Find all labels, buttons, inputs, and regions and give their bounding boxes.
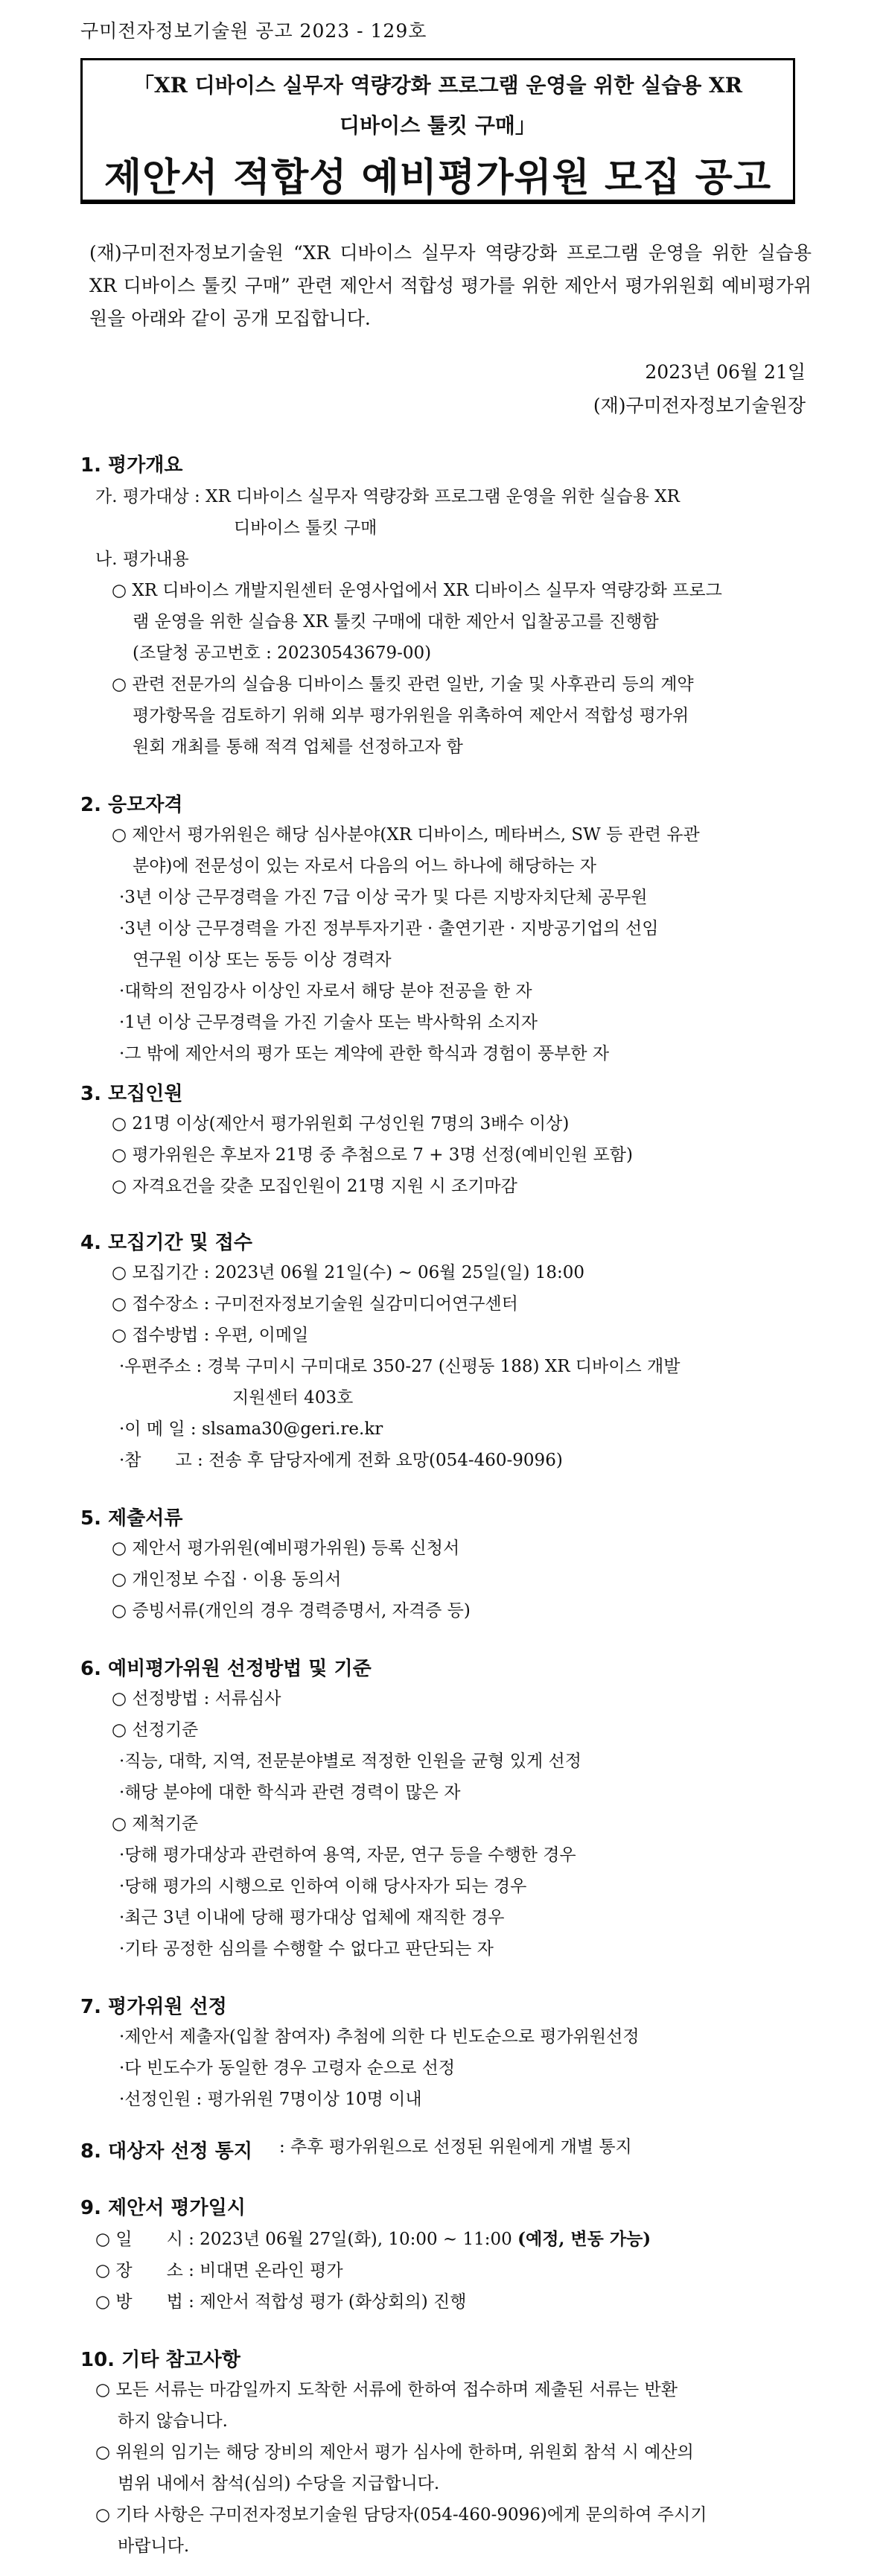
list-item-cont: 분야)에 전문성이 있는 자로서 다음의 어느 하나에 해당하는 자 [133,856,596,876]
list-item: ·최근 3년 이내에 당해 평가대상 업체에 재직한 경우 [119,1908,505,1927]
contact-note: ·참 고 : 전송 후 담당자에게 전화 요망(054-460-9096) [119,1451,563,1470]
list-item-cont: 평가항목을 검토하기 위해 외부 평가위원을 위촉하여 제안서 적합성 평가위 [133,706,689,725]
section-heading: 6. 예비평가위원 선정방법 및 기준 [80,1658,372,1680]
issuing-organization: (재)구미전자정보기술원장 [593,395,806,416]
list-item: ○ 선정방법 : 서류심사 [112,1689,281,1708]
list-item-cont: 하지 않습니다. [118,2411,228,2431]
announcement-date: 2023년 06월 21일 [645,361,806,383]
list-item: ○ 증빙서류(개인의 경우 경력증명서, 자격증 등) [112,1601,471,1621]
eval-target: 가. 평가대상 : XR 디바이스 실무자 역량강화 프로그램 운영을 위한 실습용 XR [95,487,680,506]
list-item: ○ 기타 사항은 구미전자정보기술원 담당자(054-460-9096)에게 문의하여 주시기 [95,2505,707,2525]
list-item-cont: 원회 개최를 통해 적격 업체를 선정하고자 함 [133,737,463,757]
mail-address: ·우편주소 : 경북 구미시 구미대로 350-27 (신평동 188) XR 디바이스 개발 [119,1357,681,1376]
eval-content-label: 나. 평가내용 [95,550,189,569]
list-item: ·3년 이상 근무경력을 가진 7급 이상 국가 및 다른 지방자치단체 공무원 [119,888,648,907]
eval-target-cont: 디바이스 툴킷 구매 [234,518,377,538]
subtitle-line2: 디바이스 툴킷 구매」 [340,113,536,138]
section-heading: 7. 평가위원 선정 [80,1996,227,2018]
mail-address-cont: 지원센터 403호 [232,1388,354,1408]
section-heading: 2. 응모자격 [80,794,183,816]
list-item: ○ 접수장소 : 구미전자정보기술원 실감미디어연구센터 [112,1294,518,1314]
list-item: ·다 빈도수가 동일한 경우 고령자 순으로 선정 [119,2058,456,2078]
section-heading: 1. 평가개요 [80,454,183,477]
list-item [95,2224,651,2255]
list-item-cont: 바랍니다. [118,2537,190,2556]
subtitle-line1: 「XR 디바이스 실무자 역량강화 프로그램 운영을 위한 실습용 XR [133,73,743,98]
notification-text: : 추후 평가위원으로 선정된 위원에게 개별 통지 [279,2137,632,2157]
list-item: ·1년 이상 근무경력을 가진 기술사 또는 박사학위 소지자 [119,1013,538,1032]
list-item: ○ 개인정보 수집 · 이용 동의서 [112,1570,342,1589]
list-item-cont: 범위 내에서 참석(심의) 수당을 지급합니다. [118,2474,440,2493]
list-item: ○ 위원의 임기는 해당 장비의 제안서 평가 심사에 한하며, 위원회 참석 시 예산의 [95,2443,694,2462]
title-box [80,58,795,204]
document-number: 구미전자정보기술원 공고 2023 - 129호 [80,20,427,42]
intro-paragraph: (재)구미전자정보기술원 “XR 디바이스 실무자 역량강화 프로그램 운영을 위한 실습용 XR 디바이스 툴킷 구매” 관련 제안서 적합성 평가를 위한 제안서 평가위원회 예비평가위원을 아래와 같이 공개 모집합니다. [89,242,812,329]
list-item: ○ 제안서 평가위원은 해당 심사분야(XR 디바이스, 메타버스, SW 등 관련 유관 [112,825,700,845]
section-heading: 5. 제출서류 [80,1507,183,1530]
eval-datetime: ○ 일 시 : 2023년 06월 27일(화), 10:00 ~ 11:00 [95,2230,512,2249]
list-item-cont: 램 운영을 위한 실습용 XR 툴킷 구매에 대한 제안서 입찰공고를 진행함 [133,612,659,632]
list-item: ○ 평가위원은 후보자 21명 중 추첨으로 7 + 3명 선정(예비인원 포함) [112,1145,633,1165]
tentative-note: (예정, 변동 가능) [517,2229,651,2249]
list-item: ○ 자격요건을 갖춘 모집인원이 21명 지원 시 조기마감 [112,1177,517,1196]
list-item: ○ 선정기준 [112,1720,199,1740]
page-title: 제안서 적합성 예비평가위원 모집 공고 [103,156,772,200]
list-item: ○ 관련 전문가의 실습용 디바이스 툴킷 관련 일반, 기술 및 사후관리 등의 계약 [112,675,694,694]
section-heading: 8. 대상자 선정 통지 [80,2140,252,2163]
list-item: ·당해 평가의 시행으로 인하여 이해 당사자가 되는 경우 [119,1877,527,1896]
list-item: ○ 21명 이상(제안서 평가위원회 구성인원 7명의 3배수 이상) [112,1114,570,1133]
list-item: ·제안서 제출자(입찰 참여자) 추첨에 의한 다 빈도순으로 평가위원선정 [119,2027,640,2047]
list-item-cont: 연구원 이상 또는 동등 이상 경력자 [133,950,392,970]
section-heading: 10. 기타 참고사항 [80,2349,240,2371]
list-item: ○ 모집기간 : 2023년 06월 21일(수) ~ 06월 25일(일) 18:00 [112,1263,585,1282]
list-item: ·선정인원 : 평가위원 7명이상 10명 이내 [119,2090,422,2109]
section-heading: 3. 모집인원 [80,1083,183,1105]
section-heading: 4. 모집기간 및 접수 [80,1232,252,1254]
section-heading: 9. 제안서 평가일시 [80,2197,246,2219]
list-item: ○ 모든 서류는 마감일까지 도착한 서류에 한하여 접수하며 제출된 서류는 반환 [95,2380,678,2400]
notice-number: (조달청 공고번호 : 20230543679-00) [133,643,432,663]
list-item: ○ XR 디바이스 개발지원센터 운영사업에서 XR 디바이스 실무자 역량강화 프로그 [112,581,722,600]
list-item: ○ 장 소 : 비대면 온라인 평가 [95,2261,343,2280]
list-item: ○ 방 법 : 제안서 적합성 평가 (화상회의) 진행 [95,2292,467,2312]
list-item: ·당해 평가대상과 관련하여 용역, 자문, 연구 등을 수행한 경우 [119,1845,576,1865]
list-item: ·3년 이상 근무경력을 가진 정부투자기관 · 출연기관 · 지방공기업의 선임 [119,919,659,938]
list-item: ·해당 분야에 대한 학식과 관련 경력이 많은 자 [119,1783,461,1802]
list-item: ·기타 공정한 심의를 수행할 수 없다고 판단되는 자 [119,1939,494,1959]
email-address: ·이 메 일 : slsama30@geri.re.kr [119,1419,383,1439]
list-item: ·대학의 전임강사 이상인 자로서 해당 분야 전공을 한 자 [119,982,532,1001]
list-item: ·직능, 대학, 지역, 전문분야별로 적정한 인원을 균형 있게 선정 [119,1752,581,1771]
list-item: ○ 제안서 평가위원(예비평가위원) 등록 신청서 [112,1539,460,1558]
list-item: ·그 밖에 제안서의 평가 또는 계약에 관한 학식과 경험이 풍부한 자 [119,1044,610,1063]
list-item: ○ 제척기준 [112,1814,199,1834]
list-item: ○ 접수방법 : 우편, 이메일 [112,1326,309,1345]
